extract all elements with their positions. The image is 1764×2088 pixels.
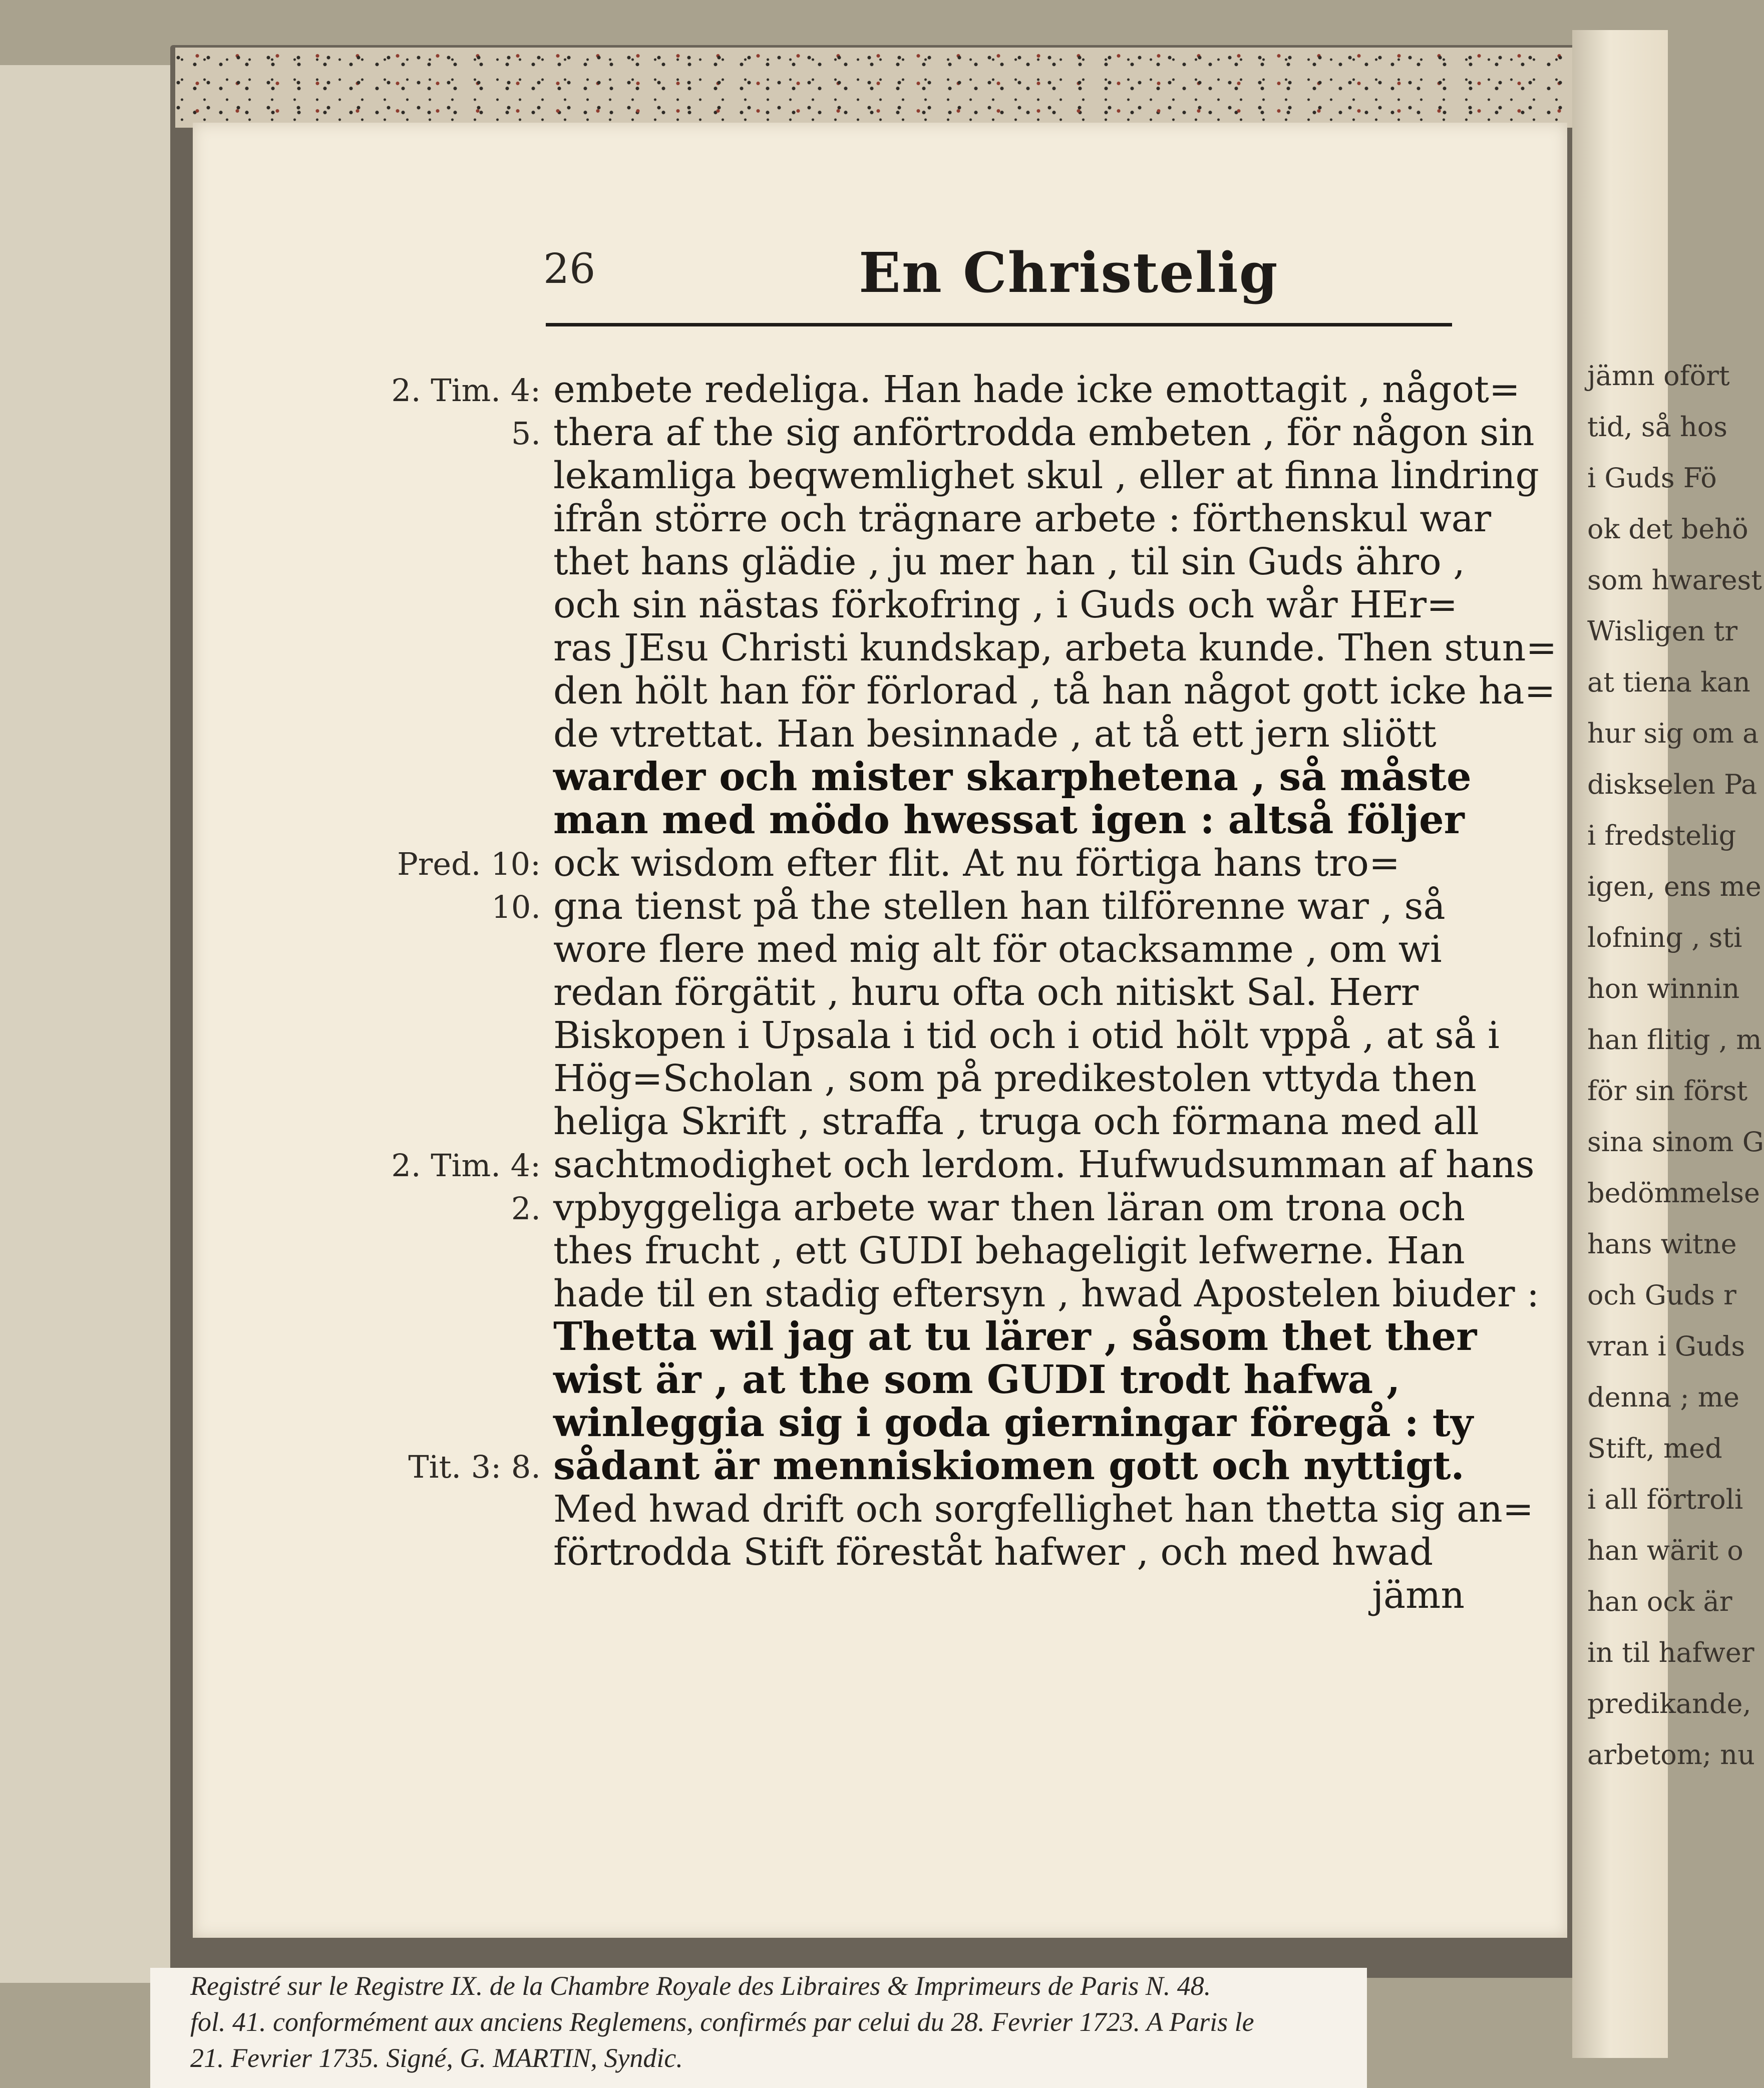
text-line: redan förgätit , huru ofta och nitiskt Sal. Herr [553,971,1419,1014]
text-line: vpbyggeliga arbete war then läran om trona och [553,1186,1465,1229]
facing-page-edge [1572,30,1764,2058]
facing-line: vran i Guds [1587,1330,1745,1362]
facing-line: sina sinom G [1587,1126,1764,1158]
page-number: 26 [543,245,596,293]
facing-line: hans witne [1587,1228,1737,1260]
facing-line: som hwarest [1587,564,1762,596]
facing-line: hur sig om a [1587,718,1759,749]
text-line: förtrodda Stift föreståt hafwer , och med hwad [553,1531,1434,1574]
catchword: jämn [1372,1574,1465,1617]
facing-line: tid, så hos [1587,411,1727,443]
footer-line: fol. 41. conformément aux anciens Reglemens, confirmés par celui du 28. Fevrier 1723. A Paris le [190,2007,1254,2037]
footer-line: 21. Fevrier 1735. Signé, G. MARTIN, Syndic. [190,2043,683,2073]
text-line: Med hwad drift och sorgfellighet han thetta sig an= [553,1488,1534,1531]
body-text [553,368,1557,1617]
facing-line: hon winnin [1587,973,1740,1004]
running-title: En Christelig [859,240,1279,305]
page-header [543,240,1495,310]
facing-line: lofning , sti [1587,922,1742,953]
text-line: Hög=Scholan , som på predikestolen vttyda then [553,1057,1477,1100]
margin-note: Pred. 10: [397,846,541,882]
facing-line: at tiena kan [1587,666,1750,698]
text-line: wist är , at the som GUDI trodt hafwa , [553,1357,1400,1403]
facing-line: och Guds r [1587,1279,1736,1311]
text-line: man med mödo hwessat igen : altså följer [553,797,1465,843]
facing-line: jämn ofört [1587,360,1730,392]
facing-line: i Guds Fö [1587,462,1717,494]
facing-line: för sin först [1587,1075,1748,1107]
text-line: winleggia sig i goda gierningar föregå : ty [553,1400,1474,1446]
margin-note: 2. Tim. 4: [391,372,541,409]
facing-line: ok det behö [1587,513,1748,545]
facing-line: han ock är [1587,1586,1732,1617]
text-line: gna tienst på the stellen han tilförenne war , så [553,885,1446,928]
text-line: Biskopen i Upsala i tid och i otid hölt vppå , at så i [553,1014,1500,1057]
margin-note: 2. [511,1190,541,1227]
facing-line: bedömmelse [1587,1177,1760,1209]
text-line: Thetta wil jag at tu lärer , såsom thet ther [553,1314,1477,1359]
text-line: thes frucht , ett GUDI behageligit lefwerne. Han [553,1229,1465,1272]
text-line: embete redeliga. Han hade icke emottagit , något= [553,368,1520,411]
margin-note: Tit. 3: 8. [408,1449,541,1485]
facing-line: han flitig , m [1587,1024,1762,1056]
text-line: sådant är menniskiomen gott och nyttigt. [553,1443,1465,1489]
registration-footer [150,1968,1367,2088]
margin-notes [371,0,541,2003]
text-line: och sin nästas förkofring , i Guds och wår HEr= [553,583,1458,626]
footer-line: Registré sur le Registre IX. de la Chambre Royale des Libraires & Imprimeurs de Paris N. 48. [190,1971,1211,2001]
text-line: warder och mister skarphetena , så måste [553,754,1472,800]
text-line: ifrån större och trägnare arbete : förthenskul war [553,497,1492,540]
text-line: heliga Skrift , straffa , truga och förmana med all [553,1100,1479,1143]
facing-line: denna ; me [1587,1381,1739,1413]
text-line: sachtmodighet och lerdom. Hufwudsumman af hans [553,1143,1535,1186]
facing-line: diskselen Pa [1587,769,1757,800]
text-line: de vtrettat. Han besinnade , at tå ett jern sliött [553,713,1437,756]
text-line: lekamliga beqwemlighet skul , eller at finna lindring [553,454,1539,497]
text-line: thet hans glädie , ju mer han , til sin Guds ähro , [553,540,1465,583]
margin-note: 2. Tim. 4: [391,1147,541,1184]
facing-line: predikande, [1587,1688,1751,1719]
margin-note: 5. [511,415,541,452]
facing-line: i all förtroli [1587,1484,1743,1515]
text-line: wore flere med mig alt för otacksamme , om wi [553,928,1442,971]
facing-line: arbetom; nu [1587,1739,1755,1771]
text-line: hade til en stadig eftersyn , hwad Apostelen biuder : [553,1272,1540,1315]
facing-line: Wisligen tr [1587,615,1738,647]
header-rule [546,323,1452,326]
facing-line: in til hafwer [1587,1637,1754,1668]
facing-line: i fredstelig [1587,820,1736,851]
text-line: ock wisdom efter flit. At nu förtiga hans tro= [553,842,1400,885]
facing-line: igen, ens me [1587,871,1761,902]
facing-line: Stift, med [1587,1433,1722,1464]
text-line: thera af the sig anförtrodda embeten , för någon sin [553,411,1535,454]
facing-page-text [1587,351,1764,1781]
text-line: ras JEsu Christi kundskap, arbeta kunde. Then stun= [553,626,1557,669]
margin-note: 10. [491,889,541,925]
text-line: den hölt han för förlorad , tå han något gott icke ha= [553,669,1556,713]
facing-line: han wärit o [1587,1535,1743,1566]
